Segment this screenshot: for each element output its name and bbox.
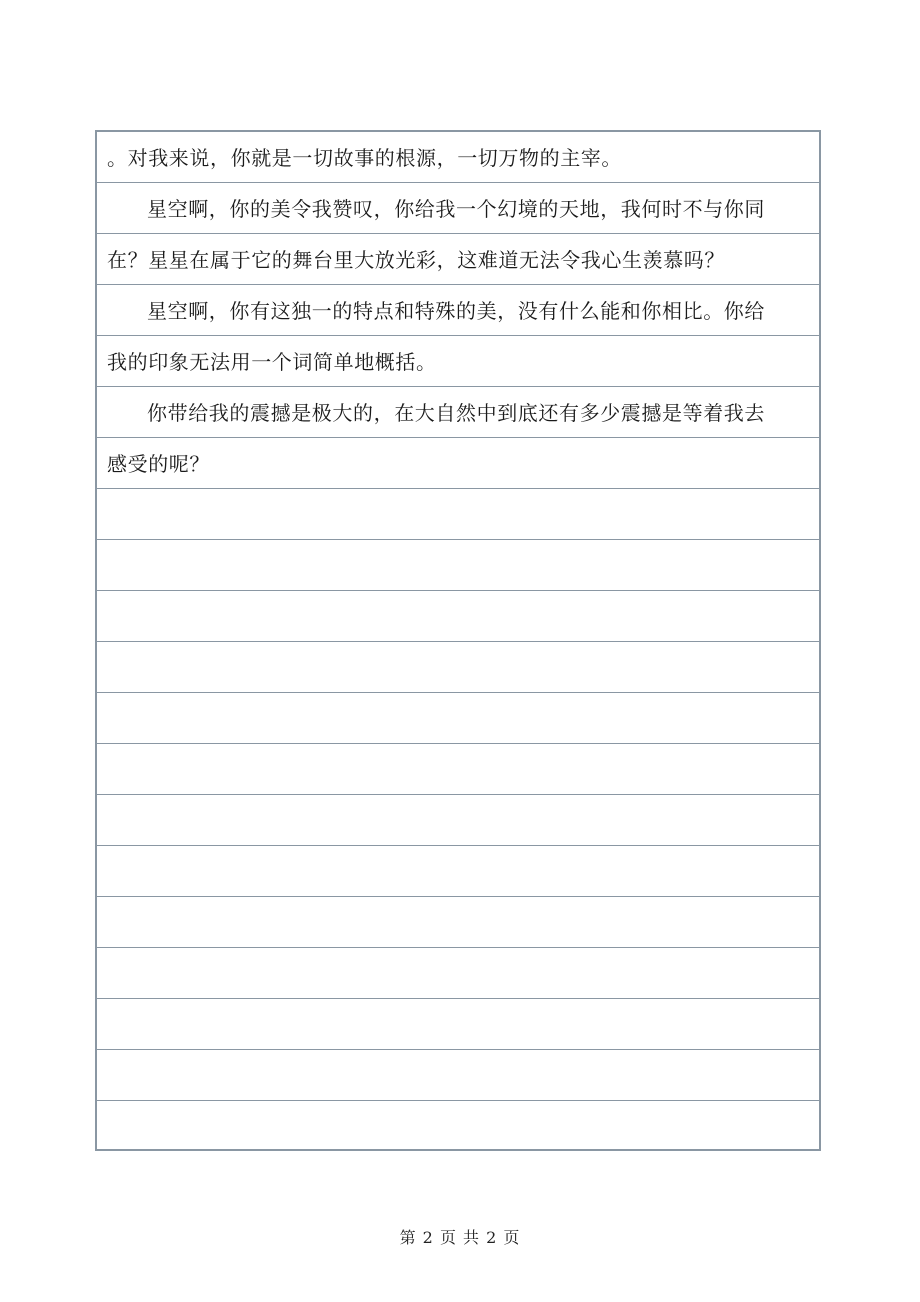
- sheet-line-4: [97, 285, 819, 336]
- sheet-line-empty: [97, 1101, 819, 1152]
- text-line: 我的印象无法用一个词简单地概括。: [107, 350, 437, 374]
- text-line: 在？星星在属于它的舞台里大放光彩，这难道无法令我心生羡慕吗？: [107, 248, 725, 272]
- sheet-line-1: [97, 132, 819, 183]
- sheet-line-empty: [97, 591, 819, 642]
- sheet-line-empty: [97, 795, 819, 846]
- text-line: 星空啊，你的美令我赞叹，你给我一个幻境的天地，我何时不与你同: [147, 197, 765, 221]
- sheet-line-empty: [97, 897, 819, 948]
- sheet-line-empty: [97, 642, 819, 693]
- sheet-line-6: [97, 387, 819, 438]
- sheet-line-empty: [97, 1050, 819, 1101]
- page-number-footer: 第 2 页 共 2 页: [399, 1228, 521, 1247]
- text-line: 感受的呢？: [107, 452, 210, 476]
- text-line: 。对我来说，你就是一切故事的根源，一切万物的主宰。: [107, 146, 622, 170]
- sheet-line-7: [97, 438, 819, 489]
- text-line: 星空啊，你有这独一的特点和特殊的美，没有什么能和你相比。你给: [147, 299, 765, 323]
- sheet-line-empty: [97, 948, 819, 999]
- sheet-line-2: [97, 183, 819, 234]
- sheet-line-empty: [97, 693, 819, 744]
- sheet-line-empty: [97, 489, 819, 540]
- sheet-line-empty: [97, 999, 819, 1050]
- sheet-line-empty: [97, 846, 819, 897]
- lined-writing-sheet: [95, 130, 821, 1151]
- text-line: 你带给我的震撼是极大的，在大自然中到底还有多少震撼是等着我去: [147, 401, 765, 425]
- sheet-line-5: [97, 336, 819, 387]
- sheet-line-empty: [97, 540, 819, 591]
- sheet-line-empty: [97, 744, 819, 795]
- sheet-line-3: [97, 234, 819, 285]
